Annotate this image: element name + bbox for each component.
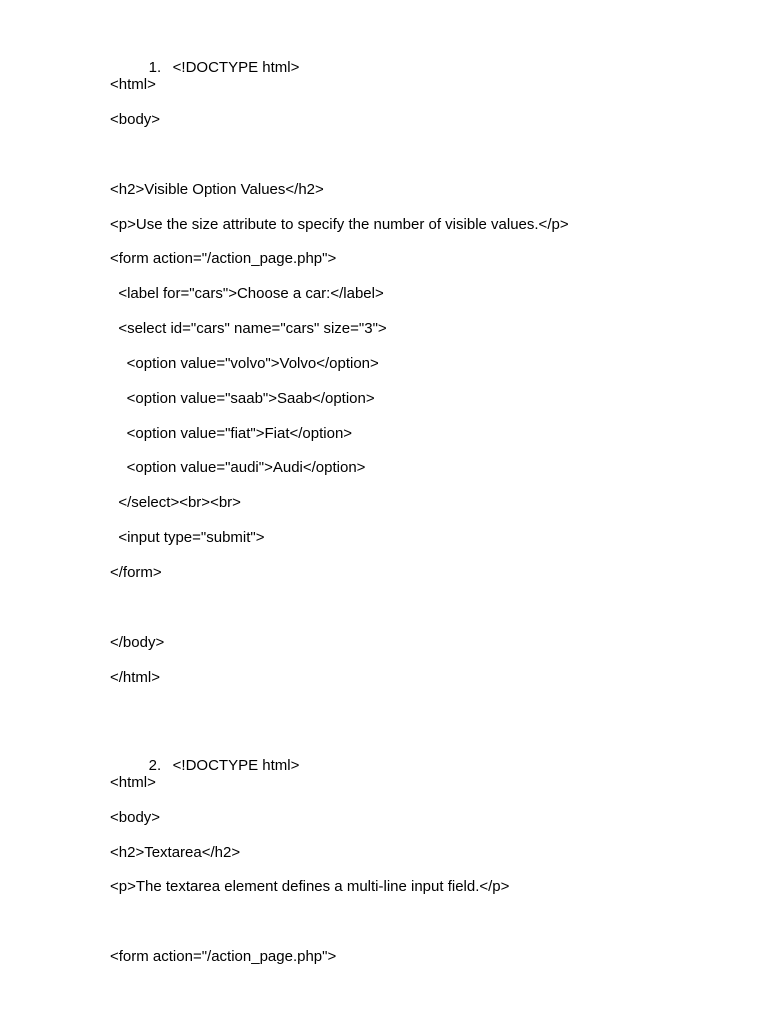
- code-line: </form>: [110, 564, 162, 581]
- code-line: <input type="submit">: [110, 529, 265, 546]
- list-number: 1.: [148, 59, 162, 76]
- code-line: <form action="/action_page.php">: [110, 948, 337, 965]
- list-item-text: <!DOCTYPE html>: [172, 757, 300, 774]
- code-line: <body>: [110, 809, 161, 826]
- code-line: <option value="fiat">Fiat</option>: [110, 425, 353, 442]
- code-line: <h2>Visible Option Values</h2>: [110, 181, 324, 198]
- code-line: <option value="volvo">Volvo</option>: [110, 355, 379, 372]
- list-number: 2.: [148, 757, 162, 774]
- list-item-2: [132, 739, 300, 774]
- code-line: <html>: [110, 76, 156, 93]
- code-line: <p>Use the size attribute to specify the number of visible values.</p>: [110, 216, 569, 233]
- code-line: <form action="/action_page.php">: [110, 250, 337, 267]
- code-line: <option value="audi">Audi</option>: [110, 459, 366, 476]
- list-item-1: [132, 41, 300, 76]
- code-line: <label for="cars">Choose a car:</label>: [110, 285, 384, 302]
- code-line: </body>: [110, 634, 165, 651]
- code-line: <option value="saab">Saab</option>: [110, 390, 375, 407]
- code-line: <h2>Textarea</h2>: [110, 844, 241, 861]
- code-line: <html>: [110, 774, 156, 791]
- code-line: <p>The textarea element defines a multi-line input field.</p>: [110, 878, 510, 895]
- code-line: <body>: [110, 111, 161, 128]
- code-line: </select><br><br>: [110, 494, 241, 511]
- code-line: <select id="cars" name="cars" size="3">: [110, 320, 387, 337]
- code-line: </html>: [110, 669, 161, 686]
- list-item-text: <!DOCTYPE html>: [172, 59, 300, 76]
